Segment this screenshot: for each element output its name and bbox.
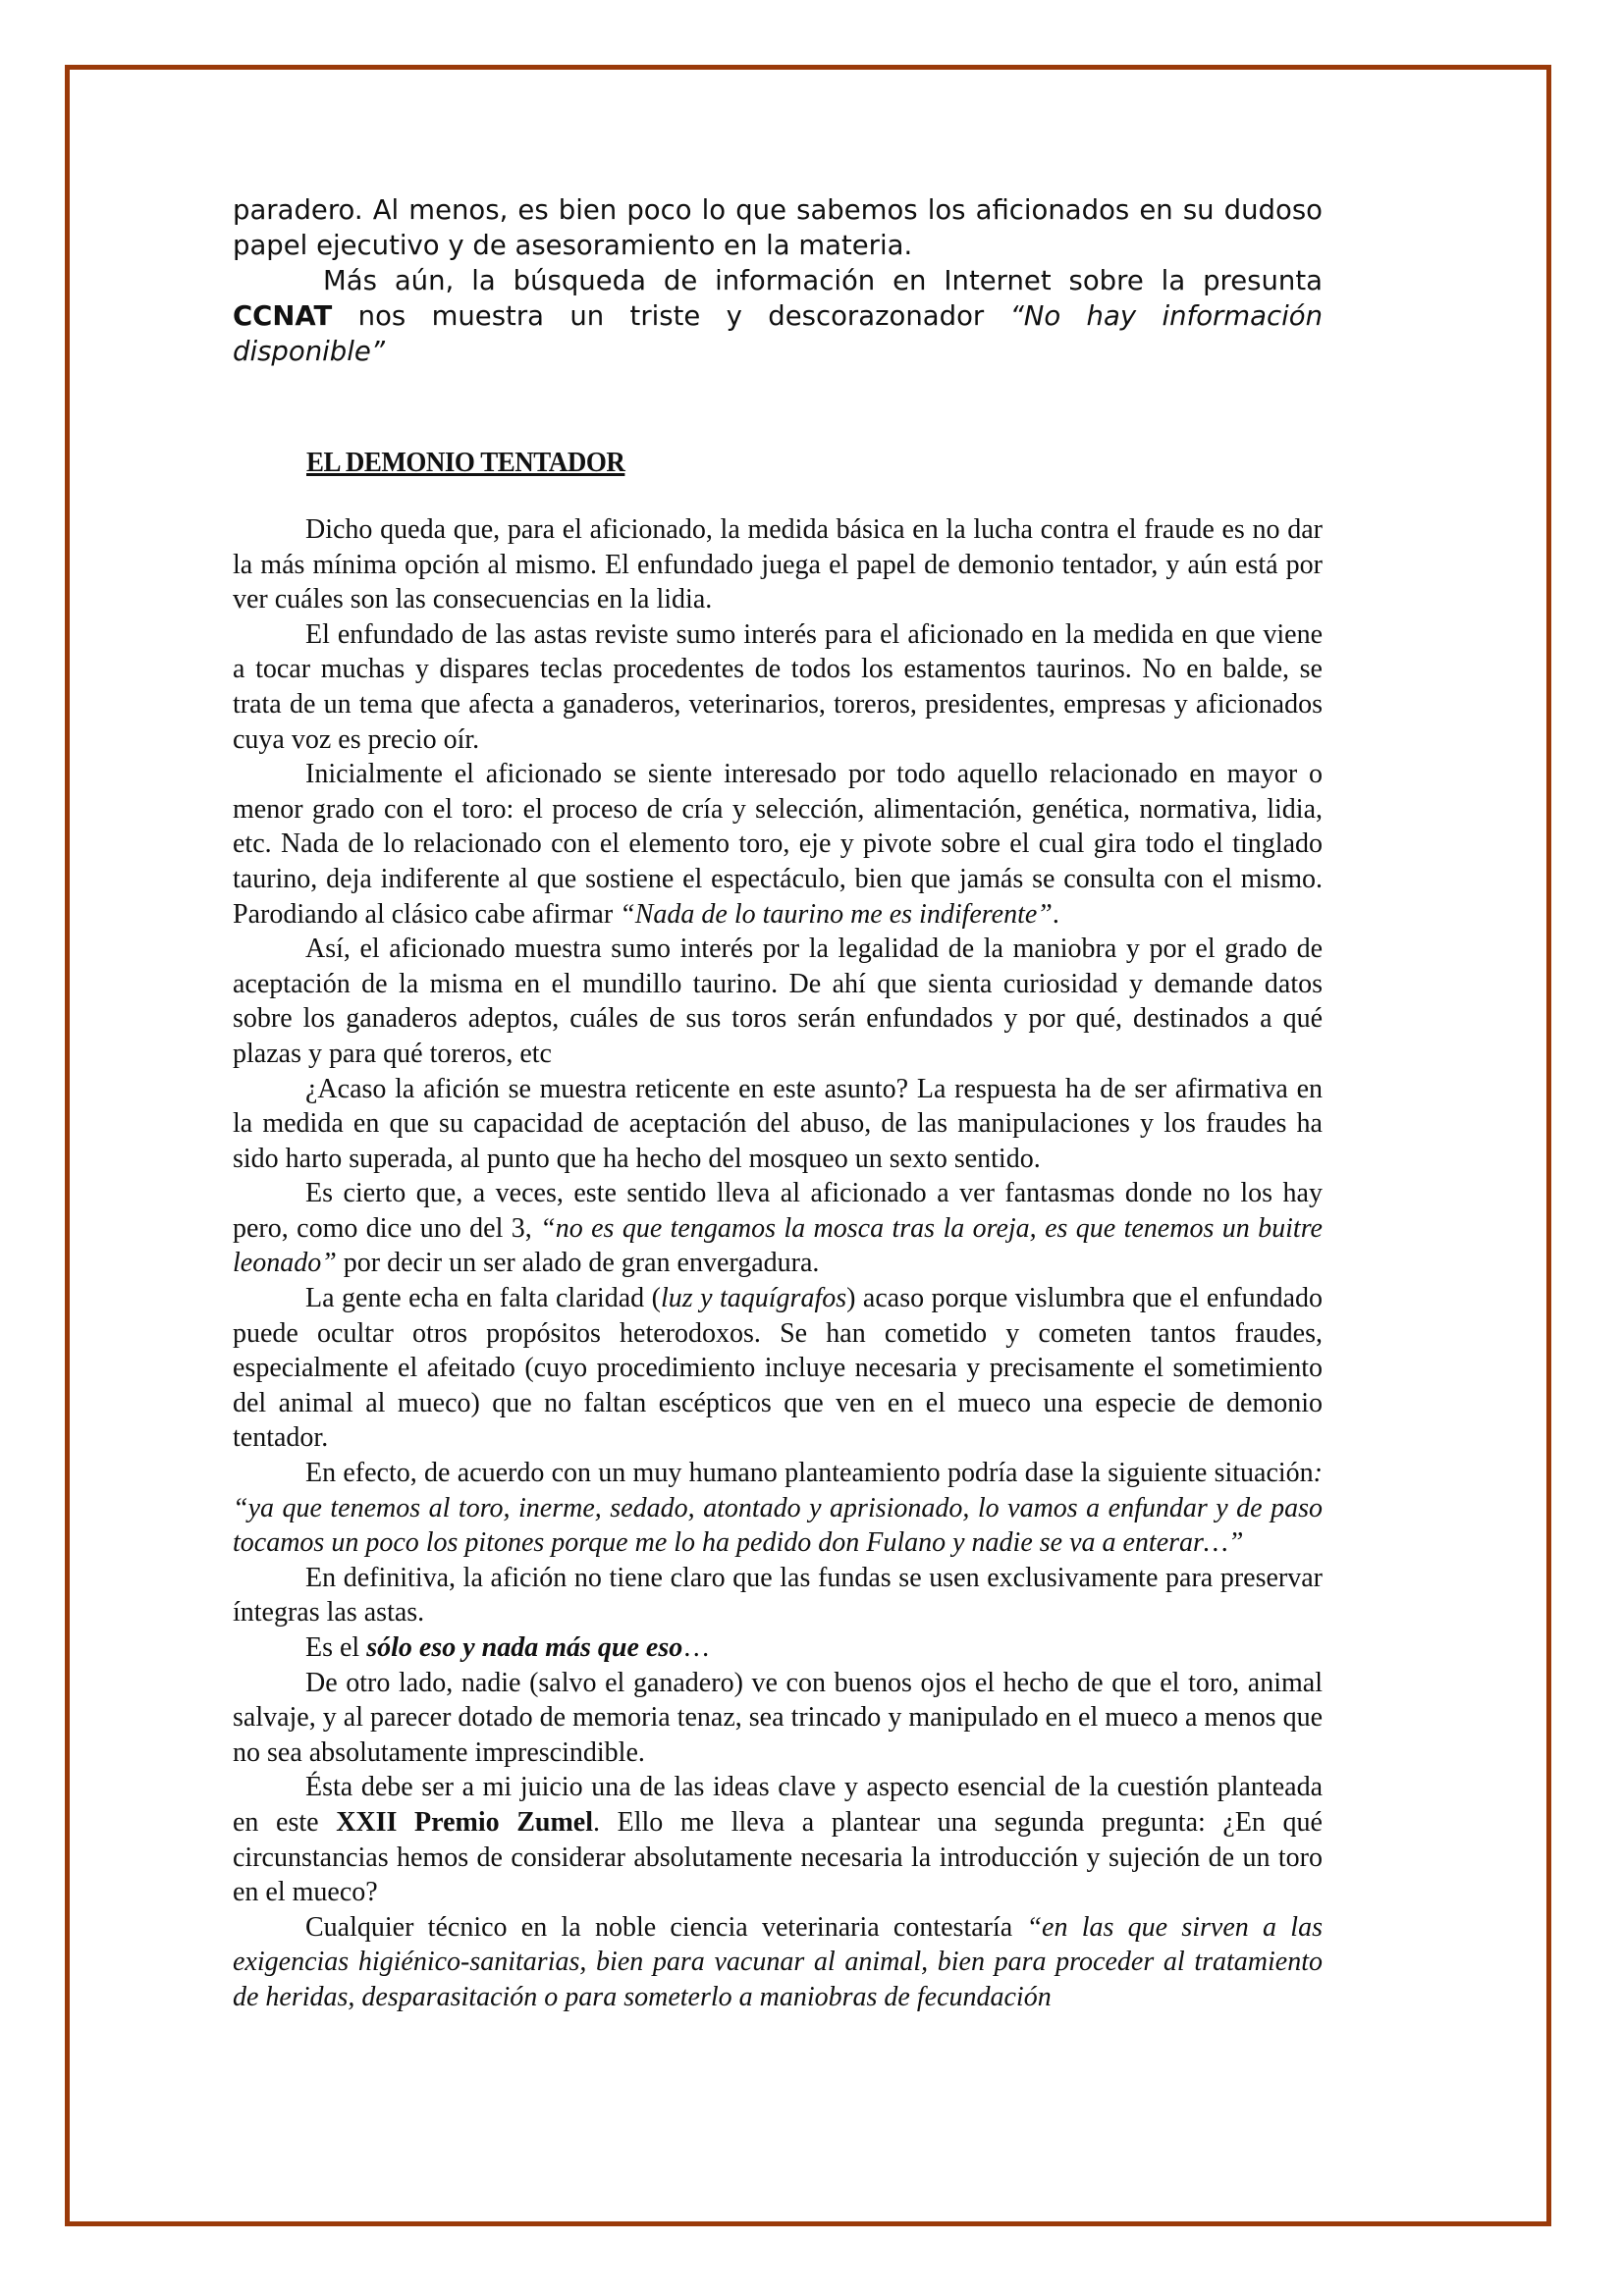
intro-paragraph-2 (233, 263, 1323, 369)
section-body (233, 512, 1323, 2015)
paragraph (233, 1910, 1323, 2015)
text: Cualquier técnico en la noble ciencia veterinaria contestaría (305, 1911, 1027, 1943)
paragraph (233, 1630, 1323, 1666)
paragraph (233, 757, 1323, 932)
paragraph (233, 1456, 1323, 1561)
paragraph (233, 1281, 1323, 1456)
paragraph (233, 1176, 1323, 1281)
award-name: XXII Premio Zumel (336, 1806, 594, 1838)
quote-no-info: “No hay información disponible” (233, 300, 1323, 367)
text: En efecto, de acuerdo con un muy humano planteamiento podría dase la siguiente situación (305, 1458, 1314, 1489)
intro-text: Más aún, la búsqueda de información en Internet sobre la presunta (323, 265, 1323, 296)
text: . Ello me lleva a plantear una segunda pregunta: ¿En qué circunstancias hemos de considerar absolutamente necesaria la introducción y sujeción de un toro en el mueco? (233, 1806, 1323, 1908)
text: por decir un ser alado de gran envergadura. (336, 1248, 820, 1279)
emphasis: sólo eso y nada más que eso (366, 1632, 683, 1663)
text: Es el (305, 1632, 367, 1663)
paragraph: En definitiva, la afición no tiene claro que las fundas se usen exclusivamente para preservar íntegras las astas. (233, 1562, 1323, 1629)
paragraph: El enfundado de las astas reviste sumo interés para el aficionado en la medida en que viene a tocar muchas y dispares teclas procedentes de todos los estamentos taurinos. No en balde, se trata de un tema que afecta a ganaderos, veterinarios, toreros, presidentes, empresas y aficionados cuya voz es precio oír. (233, 618, 1323, 755)
paragraph: Así, el aficionado muestra sumo interés por la legalidad de la maniobra y por el grado de aceptación de la misma en el mundillo taurino. De ahí que sienta curiosidad y demande datos sobre los ganaderos adeptos, cuáles de sus toros serán enfundados y por qué, destinados a qué plazas y para qué toreros, etc (233, 934, 1323, 1069)
text: Es cierto que, a veces, este sentido lleva al aficionado a ver fantasmas donde no los hay pero, como dice uno del 3, (233, 1178, 1323, 1244)
quote: : “ya que tenemos al toro, inerme, sedado, atontado y aprisionado, lo vamos a enfundar y de paso tocamos un poco los pitones porque me lo ha pedido don Fulano y nadie se va a enterar…” (233, 1458, 1323, 1559)
intro-block (233, 192, 1323, 369)
text: ) acaso porque vislumbra que el enfundado puede ocultar otros propósitos heterodoxos. Se han cometido y cometen tantos fraudes, especialmente el afeitado (cuyo procedimiento incluye necesaria y precisamente el sometimiento del animal al mueco) que no faltan escépticos que ven en el mueco una especie de demonio tentador. (233, 1283, 1324, 1454)
quote: “en las que sirven a las exigencias higiénico-sanitarias, bien para vacunar al animal, bien para proceder al tratamiento de heridas, desparasitación o para someterlo a maniobras de fecundación (233, 1911, 1323, 2012)
paragraph: ¿Acaso la afición se muestra reticente en este asunto? La respuesta ha de ser afirmativa en la medida en que su capacidad de aceptación del abuso, de las manipulaciones y los fraudes ha sido harto superada, al punto que ha hecho del mosqueo un sexto sentido. (233, 1073, 1323, 1174)
emphasis: luz y taquígrafos (660, 1283, 847, 1314)
paragraph (233, 1770, 1323, 1909)
text: Inicialmente el aficionado se siente interesado por todo aquello relacionado en mayor o menor grado con el toro: el proceso de cría y selección, alimentación, genética, normativa, lidia, etc. Nada de lo relacionado con el elemento toro, eje y pivote sobre el cual gira todo el tinglado taurino, deja indiferente al que sostiene el espectáculo, bien que jamás se consulta con el mismo. Parodiando al clásico cabe afirmar (233, 759, 1323, 930)
paragraph: Dicho queda que, para el aficionado, la medida básica en la lucha contra el fraude es no dar la más mínima opción al mismo. El enfundado juega el papel de demonio tentador, y aún está por ver cuáles son las consecuencias en la lidia. (233, 514, 1323, 615)
text: La gente echa en falta claridad ( (305, 1283, 661, 1314)
paragraph: De otro lado, nadie (salvo el ganadero) ve con buenos ojos el hecho de que el toro, animal salvaje, y al parecer dotado de memoria tenaz, sea trincado y manipulado en el mueco a menos que no sea absolutamente imprescindible. (233, 1667, 1323, 1768)
section-heading: EL DEMONIO TENTADOR (306, 447, 625, 478)
quote: “Nada de lo taurino me es indiferente” (620, 898, 1053, 930)
intro-paragraph-1: paradero. Al menos, es bien poco lo que sabemos los aficionados en su dudoso papel ejecutivo y de asesoramiento en la materia. (233, 194, 1323, 261)
quote: “no es que tengamos la mosca tras la oreja, es que tenemos un buitre leonado” (233, 1212, 1323, 1279)
acronym-ccnat: CCNAT (233, 300, 333, 332)
text: . (1052, 898, 1059, 930)
intro-text: nos muestra un triste y descorazonador (332, 300, 1010, 332)
text: … (682, 1632, 711, 1663)
text: Ésta debe ser a mi juicio una de las ideas clave y aspecto esencial de la cuestión planteada en este (233, 1772, 1323, 1838)
